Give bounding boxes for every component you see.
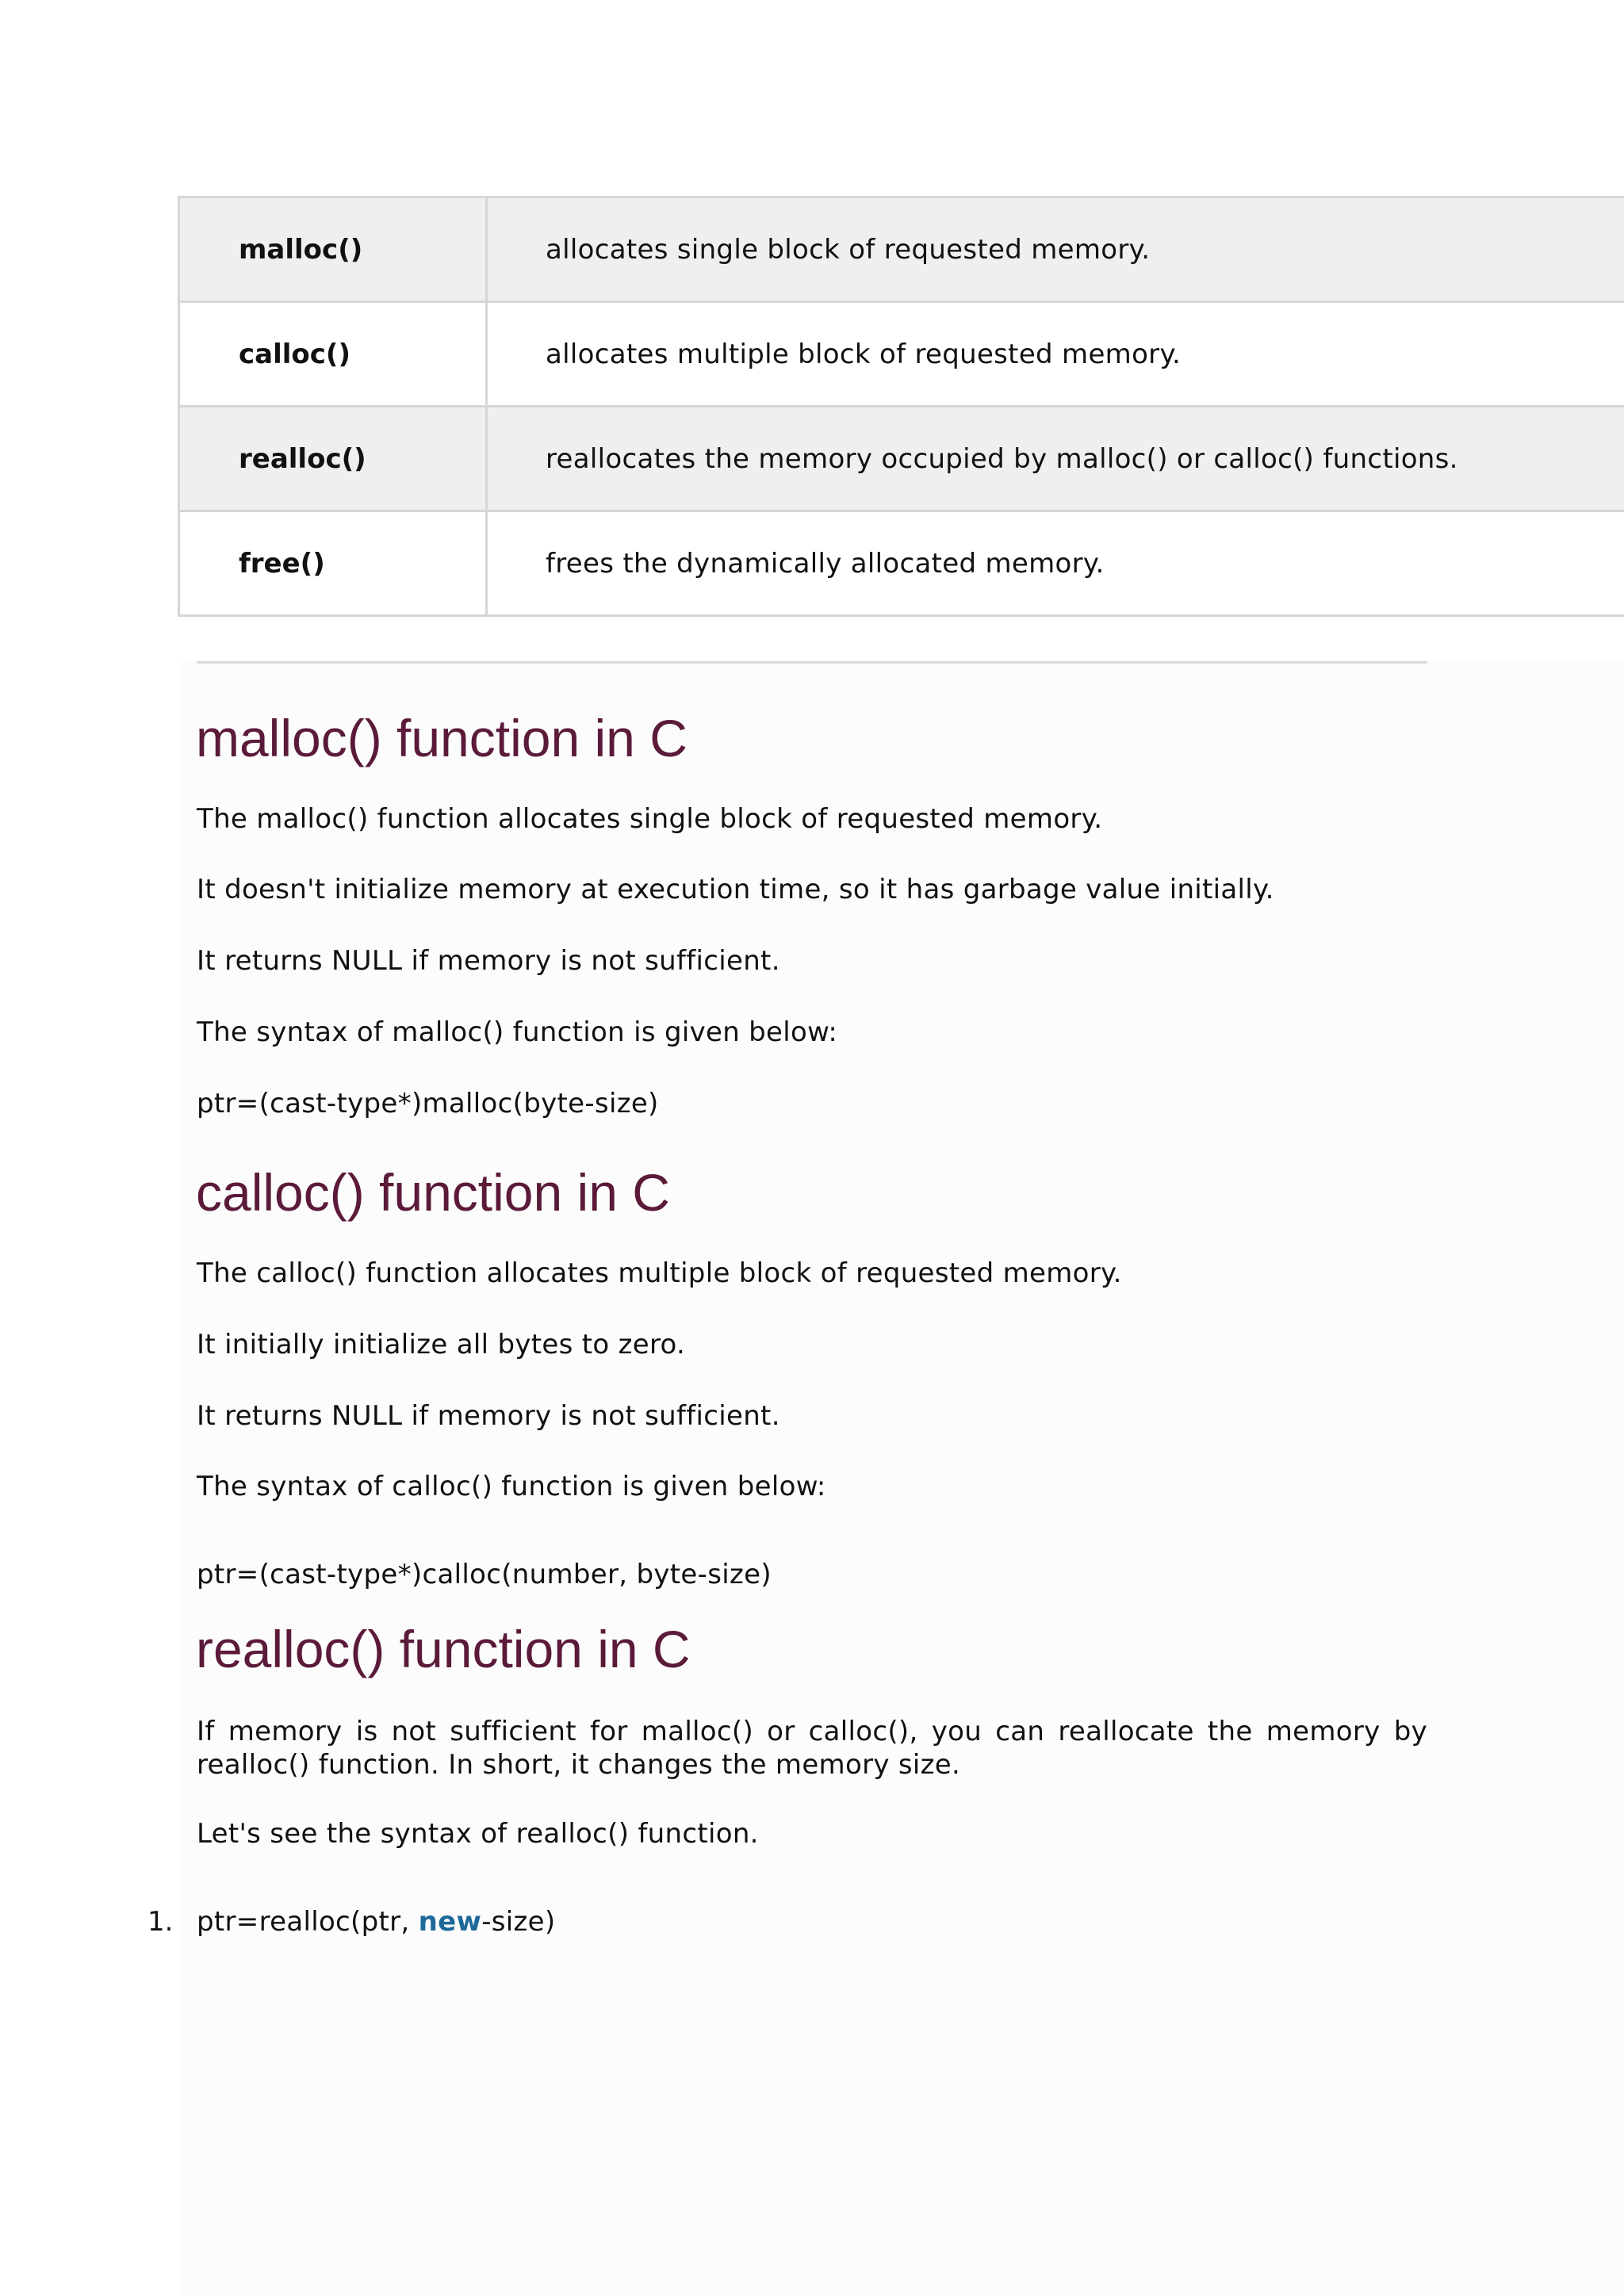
malloc-initialization-note: It doesn't initialize memory at execution time, so it has garbage value initially. [197,874,1274,905]
function-name-cell: free() [179,511,487,616]
function-name-cell: calloc() [179,302,487,407]
horizontal-divider [197,661,1427,664]
calloc-initialization-note: It initially initialize all bytes to zero. [197,1329,686,1360]
malloc-heading: malloc() function in C [196,709,688,767]
function-description-cell: frees the dynamically allocated memory. [487,511,1624,616]
calloc-null-note: It returns NULL if memory is not sufficient. [197,1400,780,1432]
calloc-heading: calloc() function in C [196,1163,670,1222]
malloc-description: The malloc() function allocates single block of requested memory. [197,803,1103,835]
code-text: -size) [481,1906,556,1938]
malloc-null-note: It returns NULL if memory is not sufficient. [197,945,780,977]
table-row [179,407,1624,511]
realloc-heading: realloc() function in C [196,1620,691,1678]
code-keyword: new [418,1906,482,1938]
realloc-description: If memory is not sufficient for malloc() or calloc(), you can reallocate the memory by realloc() function. In short, it changes the memory size. [197,1716,1427,1781]
function-name-cell: realloc() [179,407,487,511]
calloc-syntax: ptr=(cast-type*)calloc(number, byte-size) [197,1559,772,1590]
code-text: ptr=realloc(ptr, [197,1906,419,1938]
function-description-cell: allocates single block of requested memory. [487,197,1624,302]
function-description-cell: reallocates the memory occupied by malloc() or calloc() functions. [487,407,1624,511]
function-description-cell: allocates multiple block of requested memory. [487,302,1624,407]
table-row [179,302,1624,407]
malloc-syntax: ptr=(cast-type*)malloc(byte-size) [197,1088,659,1119]
function-name-cell: malloc() [179,197,487,302]
list-item-number: 1. [147,1906,174,1938]
realloc-syntax-intro: Let's see the syntax of realloc() function. [197,1818,759,1850]
table-row [179,511,1624,616]
calloc-description: The calloc() function allocates multiple block of requested memory. [197,1257,1122,1289]
table-row [179,197,1624,302]
calloc-syntax-intro: The syntax of calloc() function is given below: [197,1471,826,1502]
realloc-syntax-code [197,1906,555,1938]
memory-functions-table [178,196,1624,617]
malloc-syntax-intro: The syntax of malloc() function is given below: [197,1016,838,1048]
